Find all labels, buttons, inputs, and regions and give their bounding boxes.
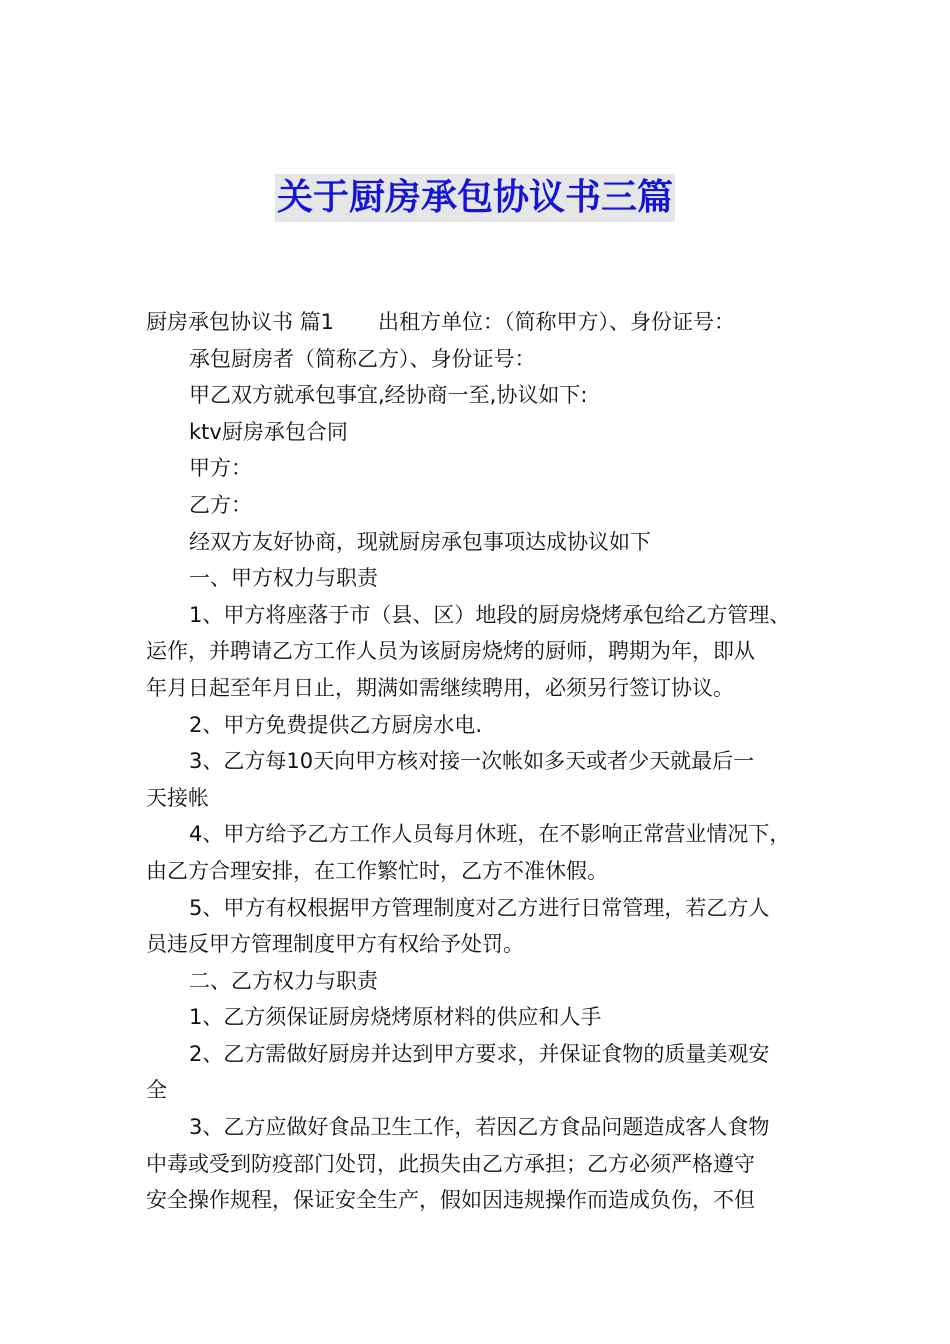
paragraph-line xyxy=(146,597,818,634)
paragraph-line xyxy=(146,853,818,890)
line-text: 二、乙方权力与职责 xyxy=(189,968,378,993)
paragraph-line xyxy=(146,633,818,670)
paragraph-line xyxy=(146,524,818,561)
line-text: 甲方： xyxy=(189,456,252,481)
paragraph-line xyxy=(146,963,818,1000)
document-body xyxy=(146,304,818,1219)
paragraph-line xyxy=(146,1072,818,1109)
line-text: 1、甲方将座落于市（县、区）地段的厨房烧烤承包给乙方管理、 xyxy=(189,602,791,627)
paragraph-line xyxy=(146,341,818,378)
paragraph-line xyxy=(146,1182,818,1219)
document-title: 关于厨房承包协议书三篇 xyxy=(275,174,675,222)
paragraph-line xyxy=(146,999,818,1036)
paragraph-line xyxy=(146,1036,818,1073)
paragraph-line xyxy=(146,816,818,853)
line-text: 由乙方合理安排，在工作繁忙时，乙方不准休假。 xyxy=(146,858,608,883)
paragraph-line xyxy=(146,450,818,487)
paragraph-line xyxy=(146,414,818,451)
line-text: 4、甲方给予乙方工作人员每月休班，在不影响正常营业情况下， xyxy=(189,822,791,847)
line-text: 3、乙方应做好食品卫生工作，若因乙方食品问题造成客人食物 xyxy=(189,1115,770,1140)
line-text: 员违反甲方管理制度甲方有权给予处罚。 xyxy=(146,932,524,957)
line-text: 3、乙方每10天向甲方核对接一次帐如多天或者少天就最后一 xyxy=(189,749,755,774)
line-text: 甲乙双方就承包事宜,经协商一至,协议如下: xyxy=(189,383,588,408)
line-text: 1、乙方须保证厨房烧烤原材料的供应和人手 xyxy=(189,1005,602,1030)
line-text: 2、乙方需做好厨房并达到甲方要求，并保证食物的质量美观安 xyxy=(189,1041,770,1066)
paragraph-line xyxy=(146,304,818,341)
line-text: 全 xyxy=(146,1078,167,1103)
line-text: 2、甲方免费提供乙方厨房水电. xyxy=(189,712,483,737)
line-text: 经双方友好协商，现就厨房承包事项达成协议如下 xyxy=(189,529,651,554)
line-text: 天接帐 xyxy=(146,785,209,810)
line-text: 一、甲方权力与职责 xyxy=(189,566,378,591)
paragraph-line xyxy=(146,670,818,707)
paragraph-line xyxy=(146,780,818,817)
document-title-block xyxy=(0,174,950,222)
paragraph-line xyxy=(146,560,818,597)
paragraph-line xyxy=(146,1146,818,1183)
paragraph-line xyxy=(146,487,818,524)
line-text: 安全操作规程，保证安全生产，假如因违规操作而造成负伤，不但 xyxy=(146,1188,755,1213)
line-text: 承包厨房者（简称乙方）、身份证号： xyxy=(189,346,536,371)
paragraph-line xyxy=(146,926,818,963)
paragraph-line xyxy=(146,1109,818,1146)
line-text: 厨房承包协议书 篇1 xyxy=(146,310,335,334)
line-text-continued: 出租方单位：（简称甲方）、身份证号： xyxy=(378,310,736,334)
line-text: 5、甲方有权根据甲方管理制度对乙方进行日常管理，若乙方人 xyxy=(189,895,770,920)
line-text: 年月日起至年月日止，期满如需继续聘用，必须另行签订协议。 xyxy=(146,675,734,700)
paragraph-line xyxy=(146,743,818,780)
line-text: 中毒或受到防疫部门处罚，此损失由乙方承担；乙方必须严格遵守 xyxy=(146,1151,755,1176)
line-text: ktv厨房承包合同 xyxy=(189,419,348,444)
paragraph-line xyxy=(146,890,818,927)
line-text: 乙方： xyxy=(189,492,252,517)
line-text: 运作，并聘请乙方工作人员为该厨房烧烤的厨师，聘期为年，即从 xyxy=(146,639,755,664)
paragraph-line xyxy=(146,707,818,744)
paragraph-line xyxy=(146,377,818,414)
